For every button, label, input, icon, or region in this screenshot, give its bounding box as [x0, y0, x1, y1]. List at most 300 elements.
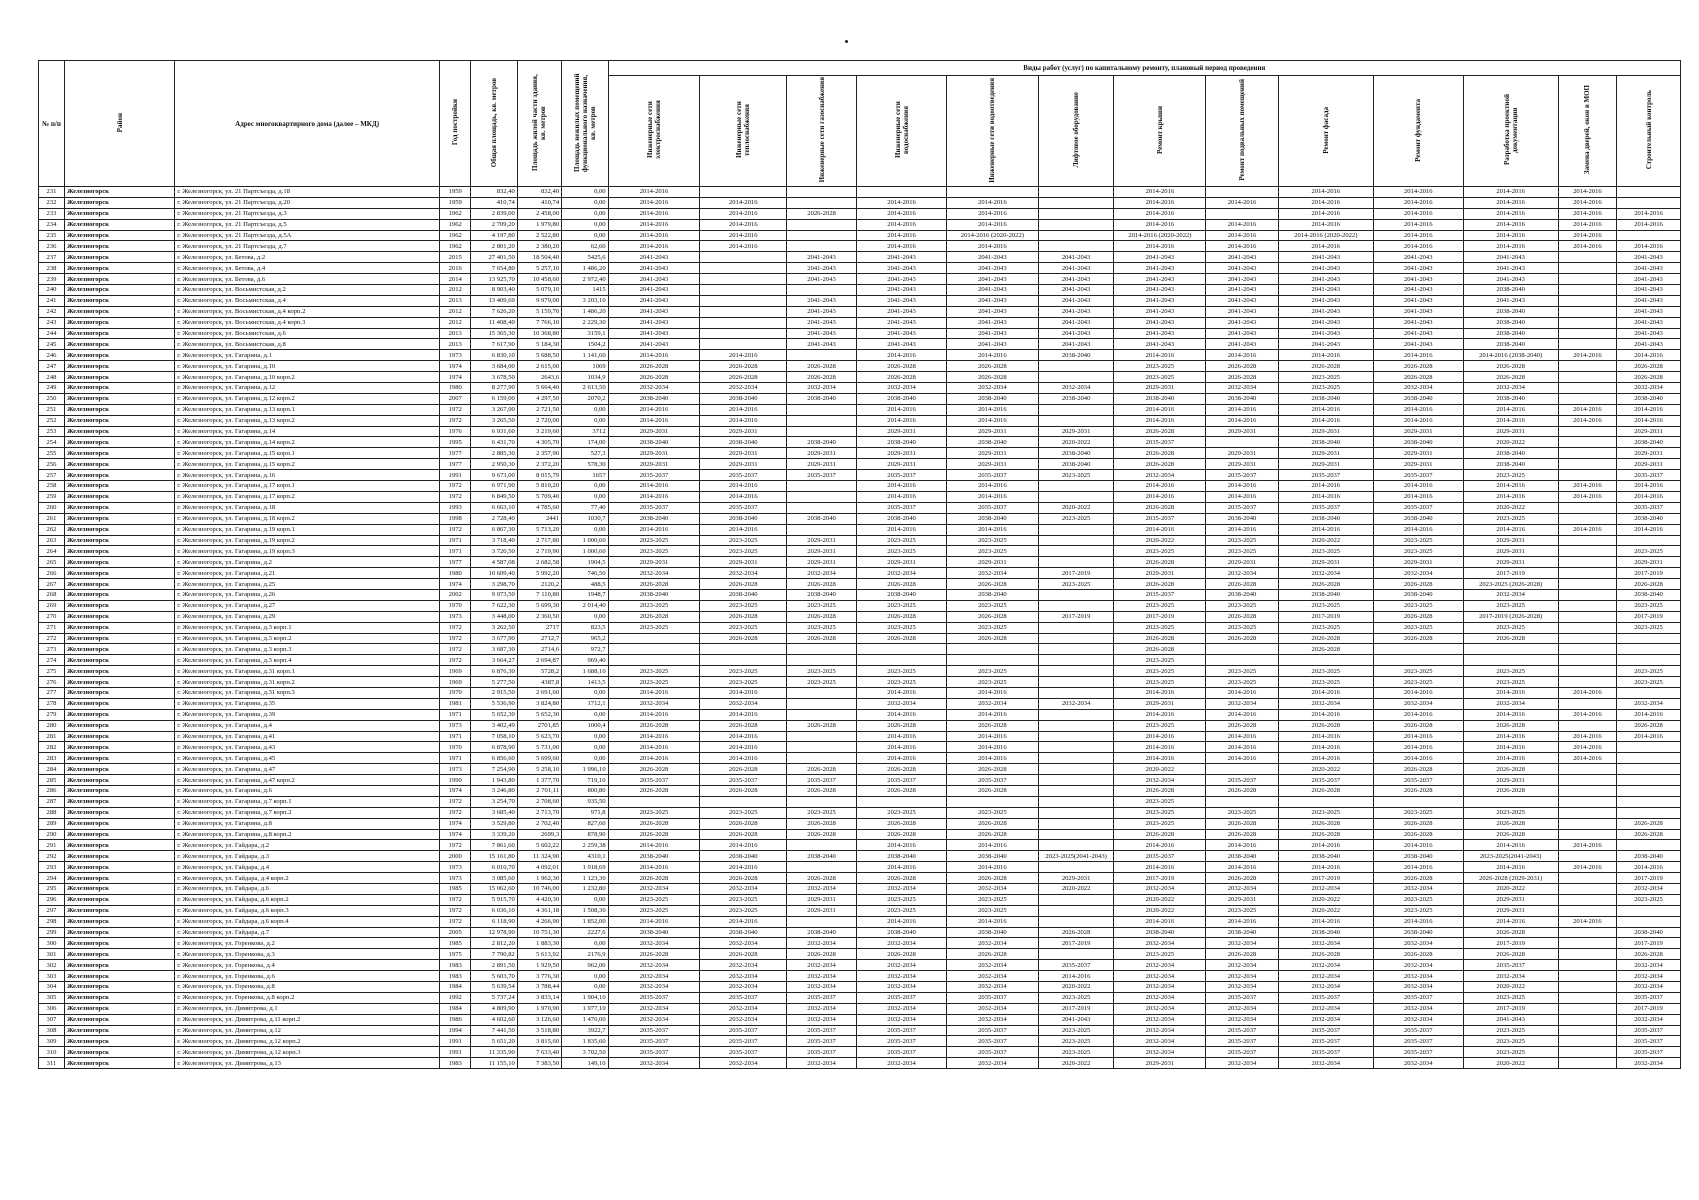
- work-period-cell: 2023-2025: [857, 677, 947, 688]
- work-period-cell: 2038-2040: [786, 393, 856, 404]
- work-period-cell: 2026-2028: [1206, 873, 1278, 884]
- work-period-cell: 2023-2025: [857, 600, 947, 611]
- row-number: 279: [39, 709, 65, 720]
- work-period-cell: 2023-2025: [608, 894, 700, 905]
- total-area-cell: 3 678,50: [471, 372, 517, 383]
- work-period-cell: 2032-2034: [1373, 1003, 1463, 1014]
- work-period-cell: 2023-2025: [1463, 622, 1558, 633]
- work-period-cell: 2041-2043: [786, 339, 856, 350]
- work-period-cell: 2032-2034: [857, 960, 947, 971]
- work-period-cell: 2026-2028: [1373, 873, 1463, 884]
- work-period-cell: [786, 796, 856, 807]
- address-cell: г. Железногорск, ул. Димитрова, д.13: [175, 1058, 440, 1069]
- work-period-cell: 2023-2025: [1114, 666, 1206, 677]
- table-row: [39, 448, 1681, 459]
- district-cell: Железногорск: [64, 1058, 174, 1069]
- work-period-cell: [608, 633, 700, 644]
- row-number: 297: [39, 905, 65, 916]
- work-period-cell: 2023-2025: [946, 905, 1038, 916]
- living-area-cell: 5728,2: [517, 666, 561, 677]
- work-period-cell: 2023-2025: [857, 535, 947, 546]
- year-cell: 1970: [440, 742, 471, 753]
- work-period-cell: 2026-2028: [1114, 459, 1206, 470]
- table-row: [39, 622, 1681, 633]
- work-period-cell: [786, 502, 856, 513]
- work-period-cell: 2014-2016: [1114, 840, 1206, 851]
- nonres-area-cell: 1413,5: [562, 677, 608, 688]
- work-period-cell: 2029-2031: [1206, 557, 1278, 568]
- year-cell: 1972: [440, 905, 471, 916]
- total-area-cell: 6 856,60: [471, 753, 517, 764]
- work-period-cell: 2032-2034: [1373, 1058, 1463, 1069]
- nonres-area-cell: 1 688,10: [562, 666, 608, 677]
- nonres-area-cell: 0,00: [562, 415, 608, 426]
- address-cell: г. Железногорск, ул. Гагарина, д.13 корп.2: [175, 415, 440, 426]
- work-period-cell: 2026-2028: [946, 633, 1038, 644]
- work-period-cell: 2023-2025: [1206, 807, 1278, 818]
- work-period-cell: 2017-2019: [1617, 1003, 1681, 1014]
- nonres-area-cell: 3922,7: [562, 1025, 608, 1036]
- living-area-cell: 4 361,18: [517, 905, 561, 916]
- work-period-cell: [1617, 785, 1681, 796]
- work-period-cell: 2014-2016: [1206, 862, 1278, 873]
- work-period-cell: 2026-2028: [1206, 829, 1278, 840]
- work-period-cell: 2026-2028: [857, 579, 947, 590]
- work-period-cell: [857, 655, 947, 666]
- address-cell: г. Железногорск, ул. Гагарина, д.10: [175, 361, 440, 372]
- work-period-cell: [1278, 796, 1373, 807]
- row-number: 289: [39, 818, 65, 829]
- work-period-cell: [1558, 448, 1616, 459]
- district-cell: Железногорск: [64, 339, 174, 350]
- work-period-cell: 2029-2031: [700, 426, 786, 437]
- nonres-area-cell: 1034,9: [562, 372, 608, 383]
- work-period-cell: 2038-2040: [1038, 350, 1114, 361]
- work-period-cell: [1558, 611, 1616, 622]
- work-period-cell: 2014-2016: [1114, 524, 1206, 535]
- district-cell: Железногорск: [64, 197, 174, 208]
- row-number: 305: [39, 992, 65, 1003]
- work-period-cell: 2023-2025: [700, 894, 786, 905]
- row-number: 274: [39, 655, 65, 666]
- work-period-cell: 2038-2040: [1617, 589, 1681, 600]
- work-period-cell: 2023-2025: [786, 622, 856, 633]
- work-period-cell: 2032-2034: [1206, 971, 1278, 982]
- work-period-cell: [1617, 644, 1681, 655]
- work-period-cell: 2032-2034: [786, 383, 856, 394]
- work-period-cell: 2038-2040: [786, 437, 856, 448]
- work-period-cell: 2032-2034: [1373, 568, 1463, 579]
- work-period-cell: 2023-2025: [1463, 1025, 1558, 1036]
- work-period-cell: 2023-2025: [1038, 513, 1114, 524]
- work-period-cell: 2032-2034: [1114, 775, 1206, 786]
- work-period-cell: 2020-2022: [1038, 502, 1114, 513]
- address-cell: г. Железногорск, ул. Гагарина, д.18 корп.2: [175, 513, 440, 524]
- work-period-cell: 2014-2016: [1373, 862, 1463, 873]
- year-cell: 1972: [440, 916, 471, 927]
- district-cell: Железногорск: [64, 437, 174, 448]
- work-period-cell: 2032-2034: [786, 1058, 856, 1069]
- work-period-cell: 2014-2016: [946, 742, 1038, 753]
- table-row: [39, 415, 1681, 426]
- work-period-cell: 2038-2040: [1373, 589, 1463, 600]
- work-period-cell: 2038-2040: [1617, 851, 1681, 862]
- work-period-cell: 2017-2019: [1038, 611, 1114, 622]
- work-period-cell: 2014-2016: [1114, 742, 1206, 753]
- year-cell: 1972: [440, 633, 471, 644]
- work-period-cell: 2032-2034: [1278, 960, 1373, 971]
- work-period-cell: 2014-2016: [1558, 862, 1616, 873]
- district-cell: Железногорск: [64, 611, 174, 622]
- work-period-cell: [1038, 372, 1114, 383]
- nonres-area-cell: 2 014,40: [562, 600, 608, 611]
- work-period-cell: 2014-2016: [1617, 219, 1681, 230]
- living-area-cell: 2 694,87: [517, 655, 561, 666]
- work-period-cell: [1463, 655, 1558, 666]
- work-period-cell: 2023-2025: [1038, 1036, 1114, 1047]
- work-period-cell: 2014-2016: [1463, 916, 1558, 927]
- address-cell: г. Железногорск, ул. Гагарина, д.8 корп.2: [175, 829, 440, 840]
- work-period-cell: 2038-2040: [1463, 459, 1558, 470]
- row-number: 266: [39, 568, 65, 579]
- work-period-cell: 2014-2016: [1558, 208, 1616, 219]
- total-area-cell: 3 265,50: [471, 415, 517, 426]
- work-period-cell: 2023-2025: [1617, 622, 1681, 633]
- address-cell: г. Железногорск, ул. Гагарина, д.47 корп.2: [175, 775, 440, 786]
- work-period-cell: 2029-2031: [857, 459, 947, 470]
- work-period-cell: [1558, 339, 1616, 350]
- table-row: [39, 644, 1681, 655]
- table-row: [39, 1003, 1681, 1014]
- address-cell: г. Железногорск, ул. Гагарина, д.7 корп.1: [175, 796, 440, 807]
- total-area-cell: 6 931,60: [471, 426, 517, 437]
- work-period-cell: 2014-2016: [1617, 415, 1681, 426]
- work-period-cell: 2026-2028: [1114, 557, 1206, 568]
- work-period-cell: 2038-2040: [1463, 393, 1558, 404]
- address-cell: г. Железногорск, ул. Гагарина, д.16: [175, 470, 440, 481]
- work-period-cell: 2032-2034: [1206, 982, 1278, 993]
- row-number: 231: [39, 187, 65, 198]
- work-period-cell: [1558, 829, 1616, 840]
- work-period-cell: [1038, 481, 1114, 492]
- work-period-cell: 2035-2037: [1114, 851, 1206, 862]
- work-period-cell: 2014-2016: [1206, 415, 1278, 426]
- district-cell: Железногорск: [64, 971, 174, 982]
- work-period-cell: [700, 328, 786, 339]
- work-period-cell: 2014-2016: [608, 491, 700, 502]
- living-area-cell: 832,40: [517, 187, 561, 198]
- address-cell: г. Железногорск, ул. Гайдара, д.3: [175, 851, 440, 862]
- work-period-cell: [1038, 949, 1114, 960]
- living-area-cell: 2712,7: [517, 633, 561, 644]
- work-period-cell: 2032-2034: [786, 971, 856, 982]
- work-period-cell: 2035-2037: [1114, 437, 1206, 448]
- work-type-header: Разработка проектной документации: [1463, 76, 1558, 187]
- work-period-cell: 2023-2025: [1114, 546, 1206, 557]
- table-row: [39, 818, 1681, 829]
- work-period-cell: 2014-2016: [1617, 481, 1681, 492]
- year-cell: 1972: [440, 796, 471, 807]
- work-period-cell: 2014-2016: [1463, 687, 1558, 698]
- table-row: [39, 241, 1681, 252]
- district-cell: Железногорск: [64, 731, 174, 742]
- work-period-cell: [1038, 655, 1114, 666]
- work-period-cell: 2041-2043: [1206, 285, 1278, 296]
- work-period-cell: 2014-2016: [1278, 742, 1373, 753]
- total-area-cell: 3 448,00: [471, 611, 517, 622]
- work-period-cell: 2032-2034: [700, 1058, 786, 1069]
- work-period-cell: 2032-2034: [946, 971, 1038, 982]
- work-period-cell: 2026-2028: [946, 818, 1038, 829]
- work-period-cell: [1038, 753, 1114, 764]
- living-area-cell: 7 110,80: [517, 589, 561, 600]
- work-period-cell: 2014-2016: [857, 350, 947, 361]
- work-period-cell: 2014-2016: [1373, 481, 1463, 492]
- work-period-cell: [1038, 361, 1114, 372]
- work-period-cell: 2026-2028: [1278, 361, 1373, 372]
- work-period-cell: 2041-2043: [946, 285, 1038, 296]
- work-period-cell: 2032-2034: [1463, 589, 1558, 600]
- work-period-cell: 2032-2034: [1278, 884, 1373, 895]
- address-cell: г. Железногорск, ул. Гагарина, д.31 корп.3: [175, 687, 440, 698]
- work-period-cell: 2023-2025: [946, 622, 1038, 633]
- work-period-cell: 2023-2025: [608, 546, 700, 557]
- work-period-cell: 2020-2022: [1278, 764, 1373, 775]
- living-area-cell: 4 305,70: [517, 437, 561, 448]
- work-period-cell: 2041-2043: [1278, 285, 1373, 296]
- work-period-cell: 2032-2034: [946, 383, 1038, 394]
- work-period-cell: 2038-2040: [700, 927, 786, 938]
- year-cell: 1970: [440, 600, 471, 611]
- row-number: 262: [39, 524, 65, 535]
- table-row: [39, 513, 1681, 524]
- work-period-cell: 2014-2016: [1617, 709, 1681, 720]
- work-period-cell: 2014-2016: [608, 731, 700, 742]
- work-period-cell: 2026-2028: [1206, 361, 1278, 372]
- table-row: [39, 208, 1681, 219]
- address-cell: г. Железногорск, ул. Бетова, д.4: [175, 263, 440, 274]
- row-number: 236: [39, 241, 65, 252]
- work-period-cell: 2029-2031: [786, 894, 856, 905]
- table-row: [39, 731, 1681, 742]
- total-area-cell: 2 950,30: [471, 459, 517, 470]
- total-area-cell: 9 073,50: [471, 589, 517, 600]
- work-period-cell: 2035-2037: [946, 470, 1038, 481]
- nonres-area-cell: 1 977,10: [562, 1003, 608, 1014]
- district-cell: Железногорск: [64, 263, 174, 274]
- work-period-cell: 2041-2043: [1617, 263, 1681, 274]
- address-cell: г. Железногорск, ул. Гагарина, д.14 корп.2: [175, 437, 440, 448]
- work-period-cell: 2029-2031: [857, 426, 947, 437]
- total-area-cell: 7 617,90: [471, 339, 517, 350]
- row-number: 281: [39, 731, 65, 742]
- district-cell: Железногорск: [64, 361, 174, 372]
- work-period-cell: 2035-2037: [1463, 960, 1558, 971]
- district-cell: Железногорск: [64, 622, 174, 633]
- work-period-cell: 2014-2016: [946, 731, 1038, 742]
- work-period-cell: [1038, 230, 1114, 241]
- work-period-cell: 2014-2016: [1206, 197, 1278, 208]
- district-cell: Железногорск: [64, 491, 174, 502]
- work-period-cell: 2029-2031: [786, 448, 856, 459]
- work-period-cell: 2032-2034: [700, 982, 786, 993]
- district-cell: Железногорск: [64, 1003, 174, 1014]
- work-period-cell: 2023-2025: [1206, 546, 1278, 557]
- year-cell: 1972: [440, 644, 471, 655]
- work-period-cell: 2041-2043: [608, 274, 700, 285]
- work-period-cell: 2041-2043: [1278, 339, 1373, 350]
- work-period-cell: 2032-2034: [857, 1014, 947, 1025]
- row-number: 270: [39, 611, 65, 622]
- work-period-cell: 2026-2028: [700, 949, 786, 960]
- work-period-cell: 2014-2016: [857, 219, 947, 230]
- work-period-cell: 2038-2040: [1038, 459, 1114, 470]
- work-period-cell: 2035-2037: [1373, 470, 1463, 481]
- row-number: 246: [39, 350, 65, 361]
- work-period-cell: [786, 491, 856, 502]
- work-period-cell: 2041-2043: [1617, 339, 1681, 350]
- work-period-cell: 2023-2025: [1038, 470, 1114, 481]
- work-period-cell: 2023-2025: [1373, 894, 1463, 905]
- district-cell: Железногорск: [64, 252, 174, 263]
- total-area-cell: 7 861,60: [471, 840, 517, 851]
- row-number: 252: [39, 415, 65, 426]
- work-period-cell: 2014-2016: [1463, 840, 1558, 851]
- work-period-cell: 2014-2016: [700, 219, 786, 230]
- work-period-cell: 2020-2022: [1278, 535, 1373, 546]
- nonres-area-cell: 0,00: [562, 753, 608, 764]
- table-row: [39, 230, 1681, 241]
- work-period-cell: 2026-2028: [1278, 785, 1373, 796]
- work-period-cell: [946, 187, 1038, 198]
- work-period-cell: [1617, 796, 1681, 807]
- table-row: [39, 524, 1681, 535]
- work-period-cell: 2014-2016: [1617, 404, 1681, 415]
- total-area-cell: 9 673,00: [471, 470, 517, 481]
- work-period-cell: 2038-2040: [1038, 393, 1114, 404]
- work-period-cell: 2029-2031: [1463, 775, 1558, 786]
- total-area-cell: 13 925,70: [471, 274, 517, 285]
- work-period-cell: 2032-2034: [1617, 960, 1681, 971]
- living-area-cell: 7 383,50: [517, 1058, 561, 1069]
- work-period-cell: 2014-2016: [700, 415, 786, 426]
- work-period-cell: [786, 655, 856, 666]
- work-period-cell: 2014-2016: [1463, 862, 1558, 873]
- table-row: [39, 252, 1681, 263]
- district-cell: Железногорск: [64, 600, 174, 611]
- work-period-cell: 2014-2016: [1558, 241, 1616, 252]
- work-period-cell: 2041-2043: [608, 306, 700, 317]
- work-period-cell: 2035-2037: [700, 1047, 786, 1058]
- district-cell: Железногорск: [64, 905, 174, 916]
- work-period-cell: [1558, 437, 1616, 448]
- address-cell: г. Железногорск, ул. Гайдара, д.2: [175, 840, 440, 851]
- work-period-cell: 2032-2034: [786, 884, 856, 895]
- total-area-cell: 3 677,90: [471, 633, 517, 644]
- work-period-cell: 2020-2022: [1038, 437, 1114, 448]
- work-period-cell: 2035-2037: [946, 1036, 1038, 1047]
- district-cell: Железногорск: [64, 589, 174, 600]
- work-period-cell: [1038, 862, 1114, 873]
- work-period-cell: 2014-2016: [1463, 491, 1558, 502]
- work-period-cell: 2014-2016: [1278, 241, 1373, 252]
- work-period-cell: 2026-2028: [786, 611, 856, 622]
- work-period-cell: 2032-2034: [700, 698, 786, 709]
- work-period-cell: 2026-2028: [1463, 764, 1558, 775]
- work-period-cell: 2041-2043: [1463, 252, 1558, 263]
- work-period-cell: 2023-2025: [1114, 622, 1206, 633]
- work-period-cell: 2038-2040: [1278, 851, 1373, 862]
- work-period-cell: 2026-2028: [946, 611, 1038, 622]
- work-period-cell: 2041-2043: [1617, 274, 1681, 285]
- work-period-cell: 2035-2037: [786, 1047, 856, 1058]
- living-area-cell: 3 824,80: [517, 698, 561, 709]
- work-period-cell: [857, 796, 947, 807]
- work-period-cell: 2014-2016: [1558, 742, 1616, 753]
- work-period-cell: 2023-2025: [1617, 666, 1681, 677]
- district-cell: Железногорск: [64, 535, 174, 546]
- living-area-cell: 2 357,90: [517, 448, 561, 459]
- total-area-cell: 6 867,30: [471, 524, 517, 535]
- total-area-cell: 10 609,40: [471, 568, 517, 579]
- table-row: [39, 687, 1681, 698]
- work-period-cell: [1038, 709, 1114, 720]
- work-period-cell: [1617, 230, 1681, 241]
- row-number: 278: [39, 698, 65, 709]
- work-period-cell: 2026-2028: [857, 949, 947, 960]
- work-period-cell: 2017-2019: [1038, 1003, 1114, 1014]
- work-period-cell: 2023-2025: [946, 894, 1038, 905]
- work-period-cell: 2026-2028: [1206, 785, 1278, 796]
- work-period-cell: 2038-2040: [857, 927, 947, 938]
- work-period-cell: 2026-2028: [786, 361, 856, 372]
- work-period-cell: [700, 187, 786, 198]
- address-cell: г. Железногорск, ул. Гагарина, д.25: [175, 579, 440, 590]
- work-period-cell: 2038-2040: [1206, 393, 1278, 404]
- district-cell: Железногорск: [64, 524, 174, 535]
- total-area-cell: 6 663,10: [471, 502, 517, 513]
- work-period-cell: 2014-2016: [946, 753, 1038, 764]
- work-period-cell: 2023-2025: [1278, 666, 1373, 677]
- work-period-cell: 2014-2016 (2020-2022): [1114, 230, 1206, 241]
- work-period-cell: 2026-2028: [946, 949, 1038, 960]
- living-area-cell: 2 701,11: [517, 785, 561, 796]
- work-period-cell: 2017-2019: [1463, 1003, 1558, 1014]
- work-period-cell: [1038, 840, 1114, 851]
- work-period-cell: 2023-2025: [1206, 677, 1278, 688]
- work-period-cell: 2038-2040: [857, 851, 947, 862]
- work-period-cell: 2026-2028: [946, 720, 1038, 731]
- total-area-cell: 6 876,30: [471, 666, 517, 677]
- work-period-cell: [1558, 1036, 1616, 1047]
- district-cell: Железногорск: [64, 502, 174, 513]
- living-area-cell: 5 699,60: [517, 753, 561, 764]
- district-cell: Железногорск: [64, 274, 174, 285]
- year-cell: 2013: [440, 295, 471, 306]
- row-number: 247: [39, 361, 65, 372]
- work-period-cell: [1038, 600, 1114, 611]
- row-number: 293: [39, 862, 65, 873]
- work-period-cell: 2020-2022: [1463, 884, 1558, 895]
- address-cell: г. Железногорск, ул. Горенкова, д.4: [175, 960, 440, 971]
- work-period-cell: 2023-2025: [1278, 600, 1373, 611]
- work-period-cell: 2026-2028: [786, 208, 856, 219]
- address-cell: г. Железногорск, ул. Гагарина, д.6: [175, 785, 440, 796]
- work-period-cell: 2023-2025: [1463, 992, 1558, 1003]
- work-period-cell: 2014-2016: [1114, 187, 1206, 198]
- work-period-cell: 2029-2031: [1463, 894, 1558, 905]
- work-period-cell: 2014-2016: [608, 187, 700, 198]
